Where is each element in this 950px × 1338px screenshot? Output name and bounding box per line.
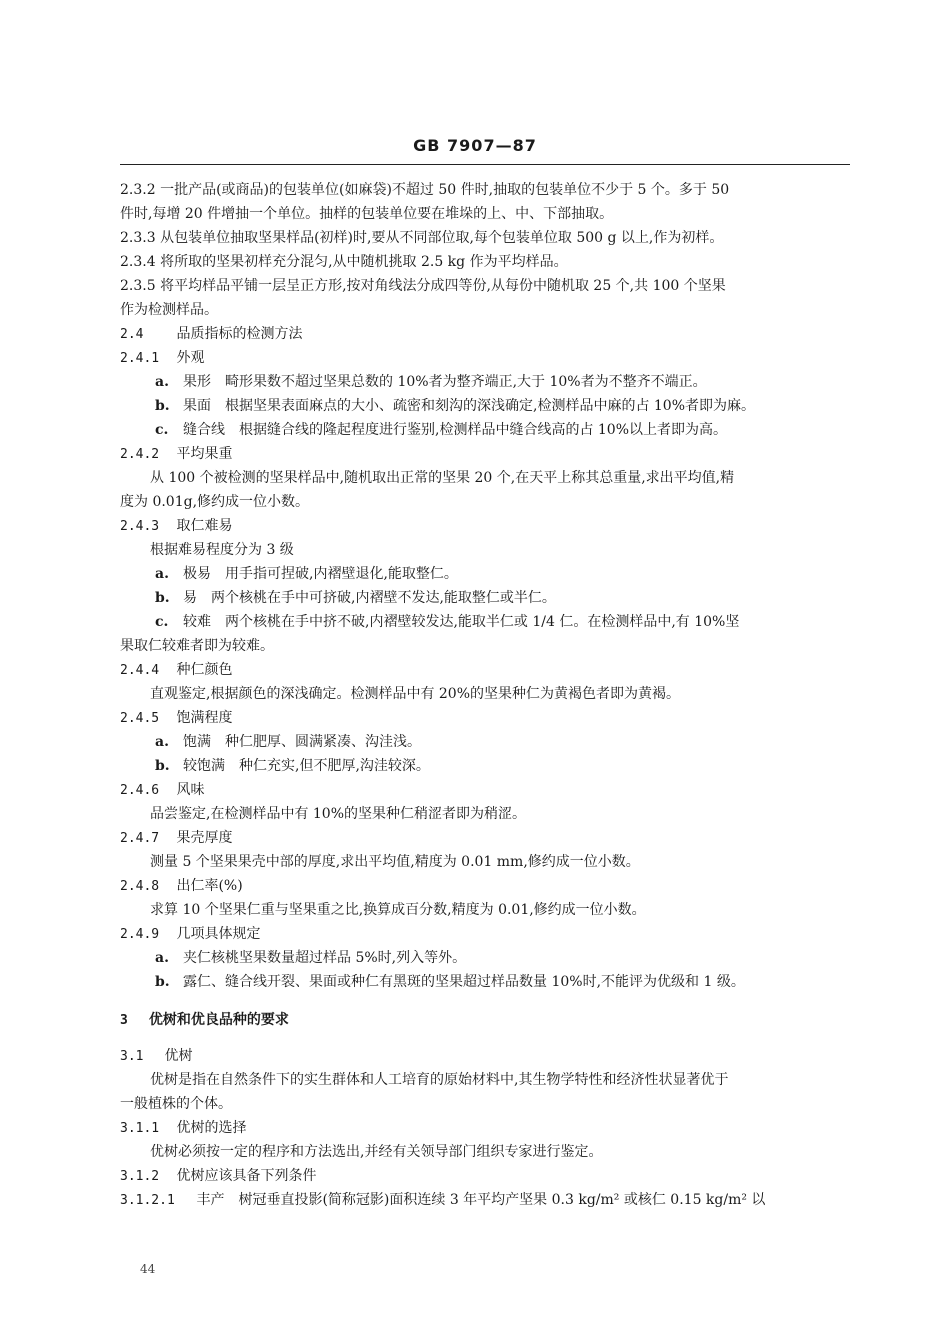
section-title: 优树应该具备下列条件 <box>176 1168 317 1184</box>
section-heading <box>120 1116 855 1140</box>
list-item <box>120 418 855 442</box>
section-number: 2.4.6 <box>120 783 160 798</box>
section-title: 种仁颜色 <box>176 662 233 678</box>
chapter-title: 优树和优良品种的要求 <box>148 1012 289 1028</box>
section-text: 丰产 树冠垂直投影(简称冠影)面积连续 3 年平均产坚果 0.3 kg/m² 或核仁 0.15 kg/m² 以 <box>196 1192 766 1208</box>
list-item <box>120 394 855 418</box>
paragraph-line: 一般植株的个体。 <box>120 1096 232 1112</box>
section-heading <box>120 658 855 682</box>
section-title: 品质指标的检测方法 <box>176 326 303 342</box>
list-item <box>120 562 855 586</box>
section-heading <box>120 922 855 946</box>
paragraph-line: 度为 0.01g,修约成一位小数。 <box>120 494 310 510</box>
list-text: 缝合线 根据缝合线的隆起程度进行鉴别,检测样品中缝合线高的占 10%以上者即为高。 <box>183 422 728 438</box>
section-number: 3.1.2.1 <box>120 1193 175 1208</box>
list-text: 果形 畸形果数不超过坚果总数的 10%者为整齐端正,大于 10%者为不整齐不端正。 <box>183 374 707 390</box>
list-item <box>120 610 855 634</box>
section-title: 平均果重 <box>176 446 233 462</box>
chapter-number: 3 <box>120 1013 128 1028</box>
section-number: 2.4.7 <box>120 831 160 846</box>
section-heading <box>120 1188 855 1212</box>
paragraph-line: 果取仁较难者即为较难。 <box>120 638 274 654</box>
section-title: 饱满程度 <box>176 710 233 726</box>
section-number: 2.4.2 <box>120 447 160 462</box>
list-text: 较饱满 种仁充实,但不肥厚,沟洼较深。 <box>183 758 430 774</box>
list-label: b. <box>155 398 170 414</box>
section-number: 3.1.1 <box>120 1121 160 1136</box>
section-heading <box>120 706 855 730</box>
list-item <box>120 370 855 394</box>
paragraph-line: 优树是指在自然条件下的实生群体和人工培育的原始材料中,其生物学特性和经济性状显著优于 <box>150 1072 729 1088</box>
list-text: 夹仁核桃坚果数量超过样品 5%时,列入等外。 <box>183 950 467 966</box>
section-heading <box>120 826 855 850</box>
list-label: b. <box>155 590 170 606</box>
section-title: 果壳厚度 <box>176 830 233 846</box>
section-heading <box>120 874 855 898</box>
list-text: 较难 两个核桃在手中挤不破,内褶壁较发达,能取半仁或 1/4 仁。在检测样品中,有 10%坚 <box>183 614 740 630</box>
section-heading <box>120 514 855 538</box>
section-number: 2.4.4 <box>120 663 160 678</box>
section-heading <box>120 442 855 466</box>
text-line: 2.3.4 将所取的坚果初样充分混匀,从中随机挑取 2.5 kg 作为平均样品。 <box>120 254 568 270</box>
section-heading <box>120 322 855 346</box>
section-number: 2.4.9 <box>120 927 160 942</box>
text-line: 件时,每增 20 件增抽一个单位。抽样的包装单位要在堆垛的上、中、下部抽取。 <box>120 206 614 222</box>
list-item <box>120 730 855 754</box>
section-title: 出仁率(%) <box>176 878 243 894</box>
text-line: 作为检测样品。 <box>120 302 218 318</box>
section-number: 2.4 <box>120 327 144 342</box>
section-number: 3.1.2 <box>120 1169 160 1184</box>
paragraph-line: 品尝鉴定,在检测样品中有 10%的坚果种仁稍涩者即为稍涩。 <box>150 806 527 822</box>
list-label: a. <box>155 950 169 966</box>
paragraph-line: 从 100 个被检测的坚果样品中,随机取出正常的坚果 20 个,在天平上称其总重量,求出平均值,精 <box>150 470 735 486</box>
list-label: a. <box>155 566 169 582</box>
section-heading <box>120 778 855 802</box>
document-body <box>120 178 855 1212</box>
list-label: b. <box>155 974 170 990</box>
text-line: 2.3.5 将平均样品平铺一层呈正方形,按对角线法分成四等份,从每份中随机取 25 个,共 100 个坚果 <box>120 278 726 294</box>
section-title: 优树 <box>164 1048 193 1064</box>
chapter-heading <box>120 1008 855 1032</box>
list-text: 果面 根据坚果表面麻点的大小、疏密和刻沟的深浅确定,检测样品中麻的占 10%者即为麻。 <box>183 398 756 414</box>
list-text: 易 两个核桃在手中可挤破,内褶壁不发达,能取整仁或半仁。 <box>183 590 556 606</box>
text-line: 2.3.3 从包装单位抽取坚果样品(初样)时,要从不同部位取,每个包装单位取 500 g 以上,作为初样。 <box>120 230 724 246</box>
paragraph-line: 测量 5 个坚果果壳中部的厚度,求出平均值,精度为 0.01 mm,修约成一位小数。 <box>150 854 640 870</box>
page-number: 44 <box>140 1262 156 1276</box>
paragraph-line: 优树必须按一定的程序和方法选出,并经有关领导部门组织专家进行鉴定。 <box>150 1144 603 1160</box>
section-number: 2.4.3 <box>120 519 160 534</box>
section-title: 优树的选择 <box>176 1120 247 1136</box>
standard-code-header: GB 7907—87 <box>413 136 537 155</box>
section-heading <box>120 346 855 370</box>
header-rule <box>120 164 850 165</box>
section-number: 2.4.1 <box>120 351 160 366</box>
list-label: a. <box>155 374 169 390</box>
list-item <box>120 586 855 610</box>
section-number: 2.4.5 <box>120 711 160 726</box>
paragraph-line: 直观鉴定,根据颜色的深浅确定。检测样品中有 20%的坚果种仁为黄褐色者即为黄褐。 <box>150 686 681 702</box>
paragraph-line: 根据难易程度分为 3 级 <box>150 542 294 558</box>
list-text: 露仁、缝合线开裂、果面或种仁有黑斑的坚果超过样品数量 10%时,不能评为优级和 1 级。 <box>183 974 745 990</box>
list-label: b. <box>155 758 170 774</box>
list-label: c. <box>155 614 169 630</box>
list-label: c. <box>155 422 169 438</box>
text-line: 2.3.2 一批产品(或商品)的包装单位(如麻袋)不超过 50 件时,抽取的包装单位不少于 5 个。多于 50 <box>120 182 730 198</box>
section-heading <box>120 1044 855 1068</box>
section-heading <box>120 1164 855 1188</box>
section-title: 取仁难易 <box>176 518 233 534</box>
section-title: 风味 <box>176 782 205 798</box>
paragraph-line: 求算 10 个坚果仁重与坚果重之比,换算成百分数,精度为 0.01,修约成一位小数。 <box>150 902 646 918</box>
list-text: 极易 用手指可捏破,内褶壁退化,能取整仁。 <box>183 566 458 582</box>
section-title: 几项具体规定 <box>176 926 261 942</box>
section-title: 外观 <box>176 350 205 366</box>
section-number: 2.4.8 <box>120 879 160 894</box>
list-item <box>120 946 855 970</box>
list-text: 饱满 种仁肥厚、圆满紧凑、沟洼浅。 <box>183 734 421 750</box>
list-label: a. <box>155 734 169 750</box>
section-number: 3.1 <box>120 1049 144 1064</box>
list-item <box>120 754 855 778</box>
list-item <box>120 970 855 994</box>
